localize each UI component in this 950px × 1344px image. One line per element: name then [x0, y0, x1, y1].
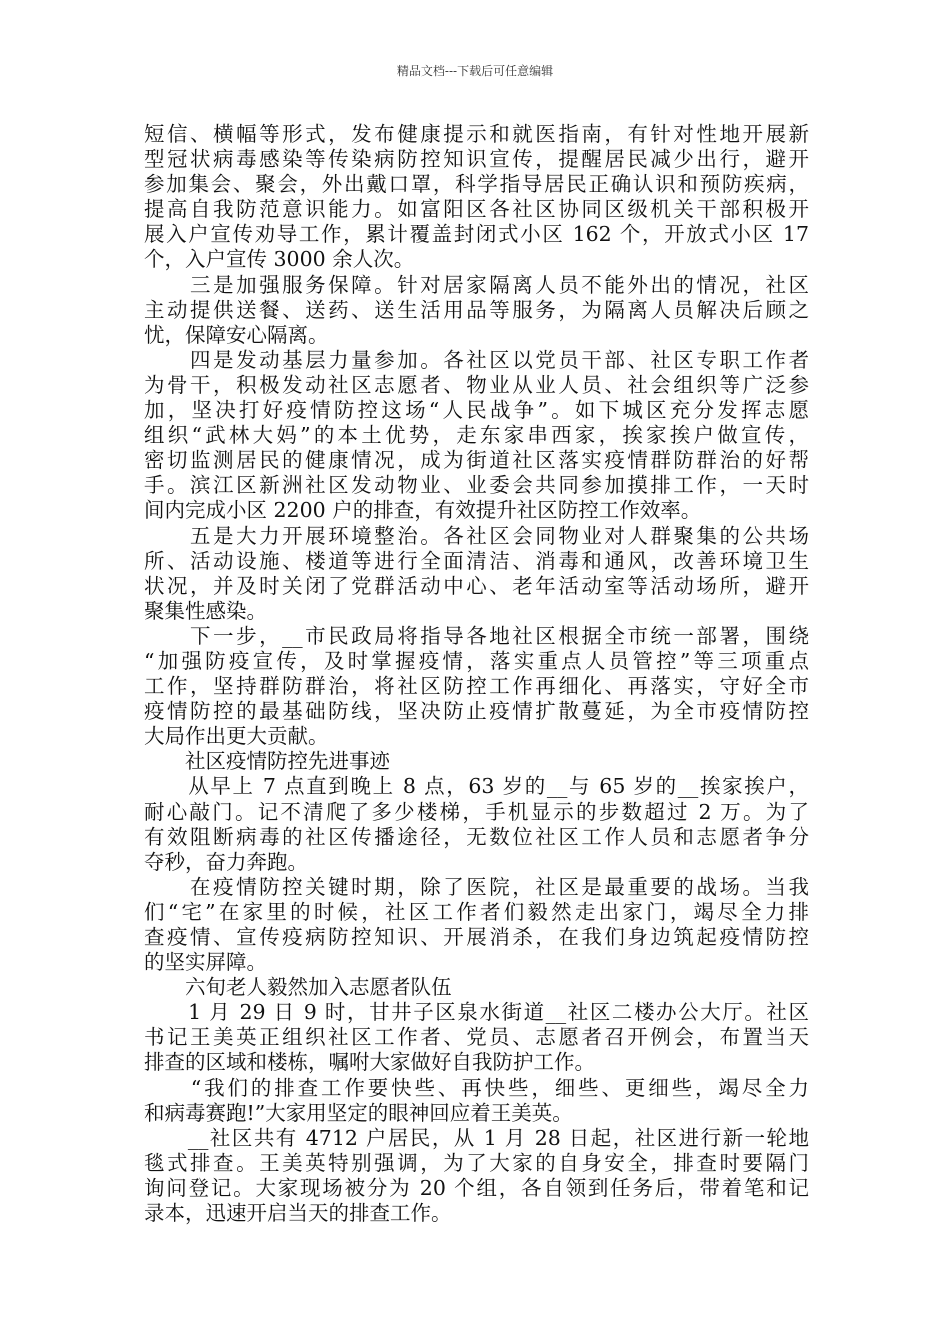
text-line: 毯式排查。王美英特别强调，为了大家的自身安全，排查时要隔门	[144, 1150, 809, 1175]
text-line: 主动提供送餐、送药、送生活用品等服务，为隔离人员解决后顾之	[144, 297, 809, 322]
text-line: 展入户宣传劝导工作，累计覆盖封闭式小区 162 个，开放式小区 17	[144, 222, 809, 247]
text-line: 三是加强服务保障。针对居家隔离人员不能外出的情况，社区	[144, 272, 809, 297]
text-line: 在疫情防控关键时期，除了医院，社区是最重要的战场。当我	[144, 874, 809, 899]
text-line: 状况，并及时关闭了党群活动中心、老年活动室等活动场所，避开	[144, 573, 809, 598]
text-line: “我们的排查工作要快些、再快些，细些、更细些，竭尽全力	[144, 1075, 809, 1100]
text-line: 加，坚决打好疫情防控这场“人民战争”。如下城区充分发挥志愿	[144, 398, 809, 423]
text-line: 聚集性感染。	[144, 598, 267, 623]
text-line: 手。滨江区新洲社区发动物业、业委会共同参加摸排工作，一天时	[144, 473, 809, 498]
text-line: 排查的区域和楼栋，嘱咐大家做好自我防护工作。	[144, 1050, 595, 1075]
text-line: 书记王美英正组织社区工作者、党员、志愿者召开例会，布置当天	[144, 1025, 809, 1050]
text-line: 有效阻断病毒的社区传播途径，无数位社区工作人员和志愿者争分	[144, 824, 809, 849]
text-line: 从早上 7 点直到晚上 8 点，63 岁的__与 65 岁的__挨家挨户，	[144, 774, 809, 799]
text-line: 密切监测居民的健康情况，成为街道社区落实疫情群防群治的好帮	[144, 448, 809, 473]
text-line: 五是大力开展环境整治。各社区会同物业对人群聚集的公共场	[144, 523, 809, 548]
text-line: 疫情防控的最基础防线，坚决防止疫情扩散蔓延，为全市疫情防控	[144, 699, 809, 724]
text-line: 1 月 29 日 9 时，甘井子区泉水街道__社区二楼办公大厅。社区	[144, 1000, 809, 1025]
page-header: 精品文档---下载后可任意编辑	[396, 64, 554, 78]
text-line: 们“宅”在家里的时候，社区工作者们毅然走出家门，竭尽全力排	[144, 899, 809, 924]
text-line: 和病毒赛跑!”大家用坚定的眼神回应着王美英。	[144, 1100, 573, 1125]
text-line: 短信、横幅等形式，发布健康提示和就医指南，有针对性地开展新	[144, 122, 809, 146]
text-line: “加强防疫宣传，及时掌握疫情，落实重点人员管控”等三项重点	[144, 648, 809, 673]
text-line: 六旬老人毅然加入志愿者队伍	[144, 975, 452, 1000]
text-line: 间内完成小区 2200 户的排查，有效提升社区防控工作效率。	[144, 498, 702, 523]
text-line: 组织“武林大妈”的本土优势，走东家串西家，挨家挨户做宣传，	[144, 423, 809, 448]
text-line: 忧，保障安心隔离。	[144, 322, 329, 347]
text-line: 查疫情、宣传疫病防控知识、开展消杀，在我们身边筑起疫情防控	[144, 925, 809, 949]
text-line: 的坚实屏障。	[144, 950, 267, 975]
text-line: 提高自我防范意识能力。如富阳区各社区协同区级机关干部积极开	[144, 197, 809, 222]
text-line: 录本，迅速开启当天的排查工作。	[144, 1201, 452, 1226]
document-body	[144, 122, 809, 1226]
text-line: 社区疫情防控先进事迹	[144, 749, 390, 774]
text-line: 工作，坚持群防群治，将社区防控工作再细化、再落实，守好全市	[144, 674, 809, 699]
text-line: 夺秒，奋力奔跑。	[144, 849, 308, 874]
text-line: 型冠状病毒感染等传染病防控知识宣传，提醒居民减少出行，避开	[144, 147, 809, 172]
text-line: 所、活动设施、楼道等进行全面清洁、消毒和通风，改善环境卫生	[144, 548, 809, 573]
text-line: 耐心敲门。记不清爬了多少楼梯，手机显示的步数超过 2 万。为了	[144, 799, 809, 824]
text-line: 个，入户宣传 3000 余人次。	[144, 247, 415, 272]
text-line: 询问登记。大家现场被分为 20 个组，各自领到任务后，带着笔和记	[144, 1175, 809, 1200]
text-line: __社区共有 4712 户居民，从 1 月 28 日起，社区进行新一轮地	[144, 1125, 809, 1150]
text-line: 四是发动基层力量参加。各社区以党员干部、社区专职工作者	[144, 347, 809, 372]
text-line: 下一步，__市民政局将指导各地社区根据全市统一部署，围绕	[144, 623, 809, 648]
text-line: 为骨干，积极发动社区志愿者、物业从业人员、社会组织等广泛参	[144, 372, 809, 397]
text-line: 参加集会、聚会，外出戴口罩，科学指导居民正确认识和预防疾病，	[144, 172, 809, 197]
text-line: 大局作出更大贡献。	[144, 724, 329, 749]
